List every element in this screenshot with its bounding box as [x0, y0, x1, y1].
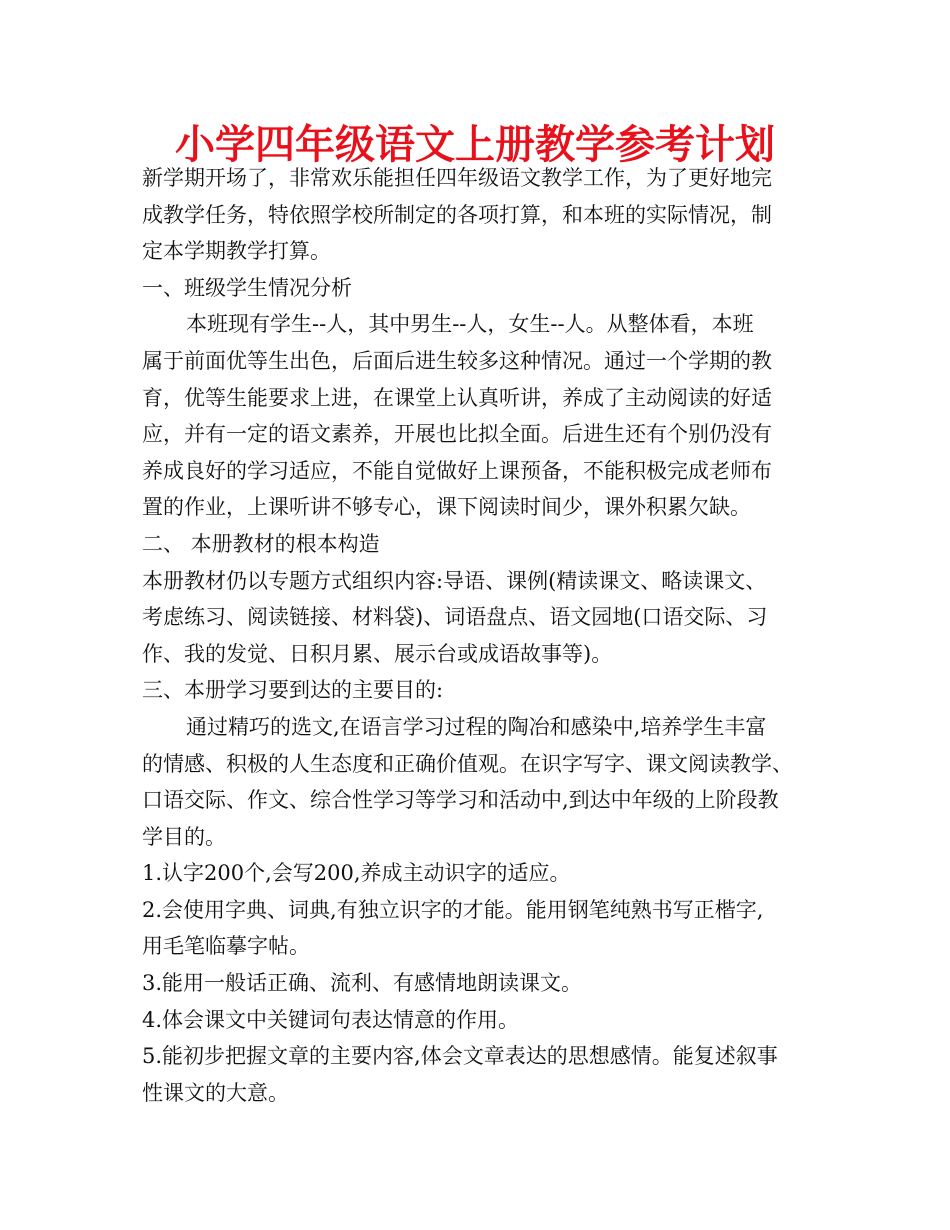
text-line: 用毛笔临摹字帖。	[142, 934, 310, 959]
text-line: 学目的。	[142, 824, 226, 849]
text-line: 三、本册学习要到达的主要目的:	[142, 678, 444, 703]
text-line: 5.能初步把握文章的主要内容,体会文章表达的思想感情。能复述叙事	[142, 1044, 778, 1069]
text-line: 二、 本册教材的根本构造	[142, 531, 380, 556]
document-title: 小学四年级语文上册教学参考计划	[175, 122, 775, 168]
text-line: 新学期开场了，非常欢乐能担任四年级语文教学工作，为了更好地完	[142, 166, 772, 190]
text-line: 的情感、积极的人生态度和正确价值观。在识字写字、课文阅读教学、	[142, 751, 793, 776]
text-line: 4.体会课文中关键词句表达情意的作用。	[142, 1007, 520, 1032]
text-line: 通过精巧的选文,在语言学习过程的陶冶和感染中,培养学生丰富	[186, 714, 767, 739]
text-line: 考虑练习、阅读链接、材料袋)、词语盘点、语文园地(口语交际、习	[142, 605, 768, 630]
text-line: 口语交际、作文、综合性学习等学习和活动中,到达中年级的上阶段教	[142, 788, 779, 813]
text-line: 性课文的大意。	[142, 1080, 289, 1105]
text-line: 属于前面优等生出色，后面后进生较多这种情况。通过一个学期的教	[142, 348, 772, 373]
text-line: 本册教材仍以专题方式组织内容:导语、课例(精读课文、略读课文、	[142, 568, 767, 593]
document-body	[142, 160, 822, 1111]
text-line: 应，并有一定的语文素养，开展也比拟全面。后进生还有个别仍没有	[142, 422, 772, 447]
text-line: 3.能用一般话正确、流利、有感情地朗读课文。	[142, 971, 583, 996]
text-line: 2.会使用字典、词典,有独立识字的才能。能用钢笔纯熟书写正楷字,	[142, 897, 764, 922]
text-line: 定本学期教学打算。	[142, 239, 331, 264]
text-line: 成教学任务，特依照学校所制定的各项打算，和本班的实际情况，制	[142, 202, 772, 227]
text-line: 本班现有学生--人，其中男生--人，女生--人。从整体看，本班	[186, 312, 754, 337]
text-line: 育，优等生能要求上进，在课堂上认真听讲，养成了主动阅读的好适	[142, 385, 772, 410]
text-line: 作、我的发觉、日积月累、展示台或成语故事等)。	[142, 641, 613, 666]
text-line: 1.认字200个,会写200,养成主动识字的适应。	[142, 861, 571, 886]
text-line: 养成良好的学习适应，不能自觉做好上课预备，不能积极完成老师布	[142, 458, 772, 483]
text-line: 置的作业，上课听讲不够专心，课下阅读时间少，课外积累欠缺。	[142, 495, 751, 520]
text-line: 一、班级学生情况分析	[142, 275, 352, 300]
